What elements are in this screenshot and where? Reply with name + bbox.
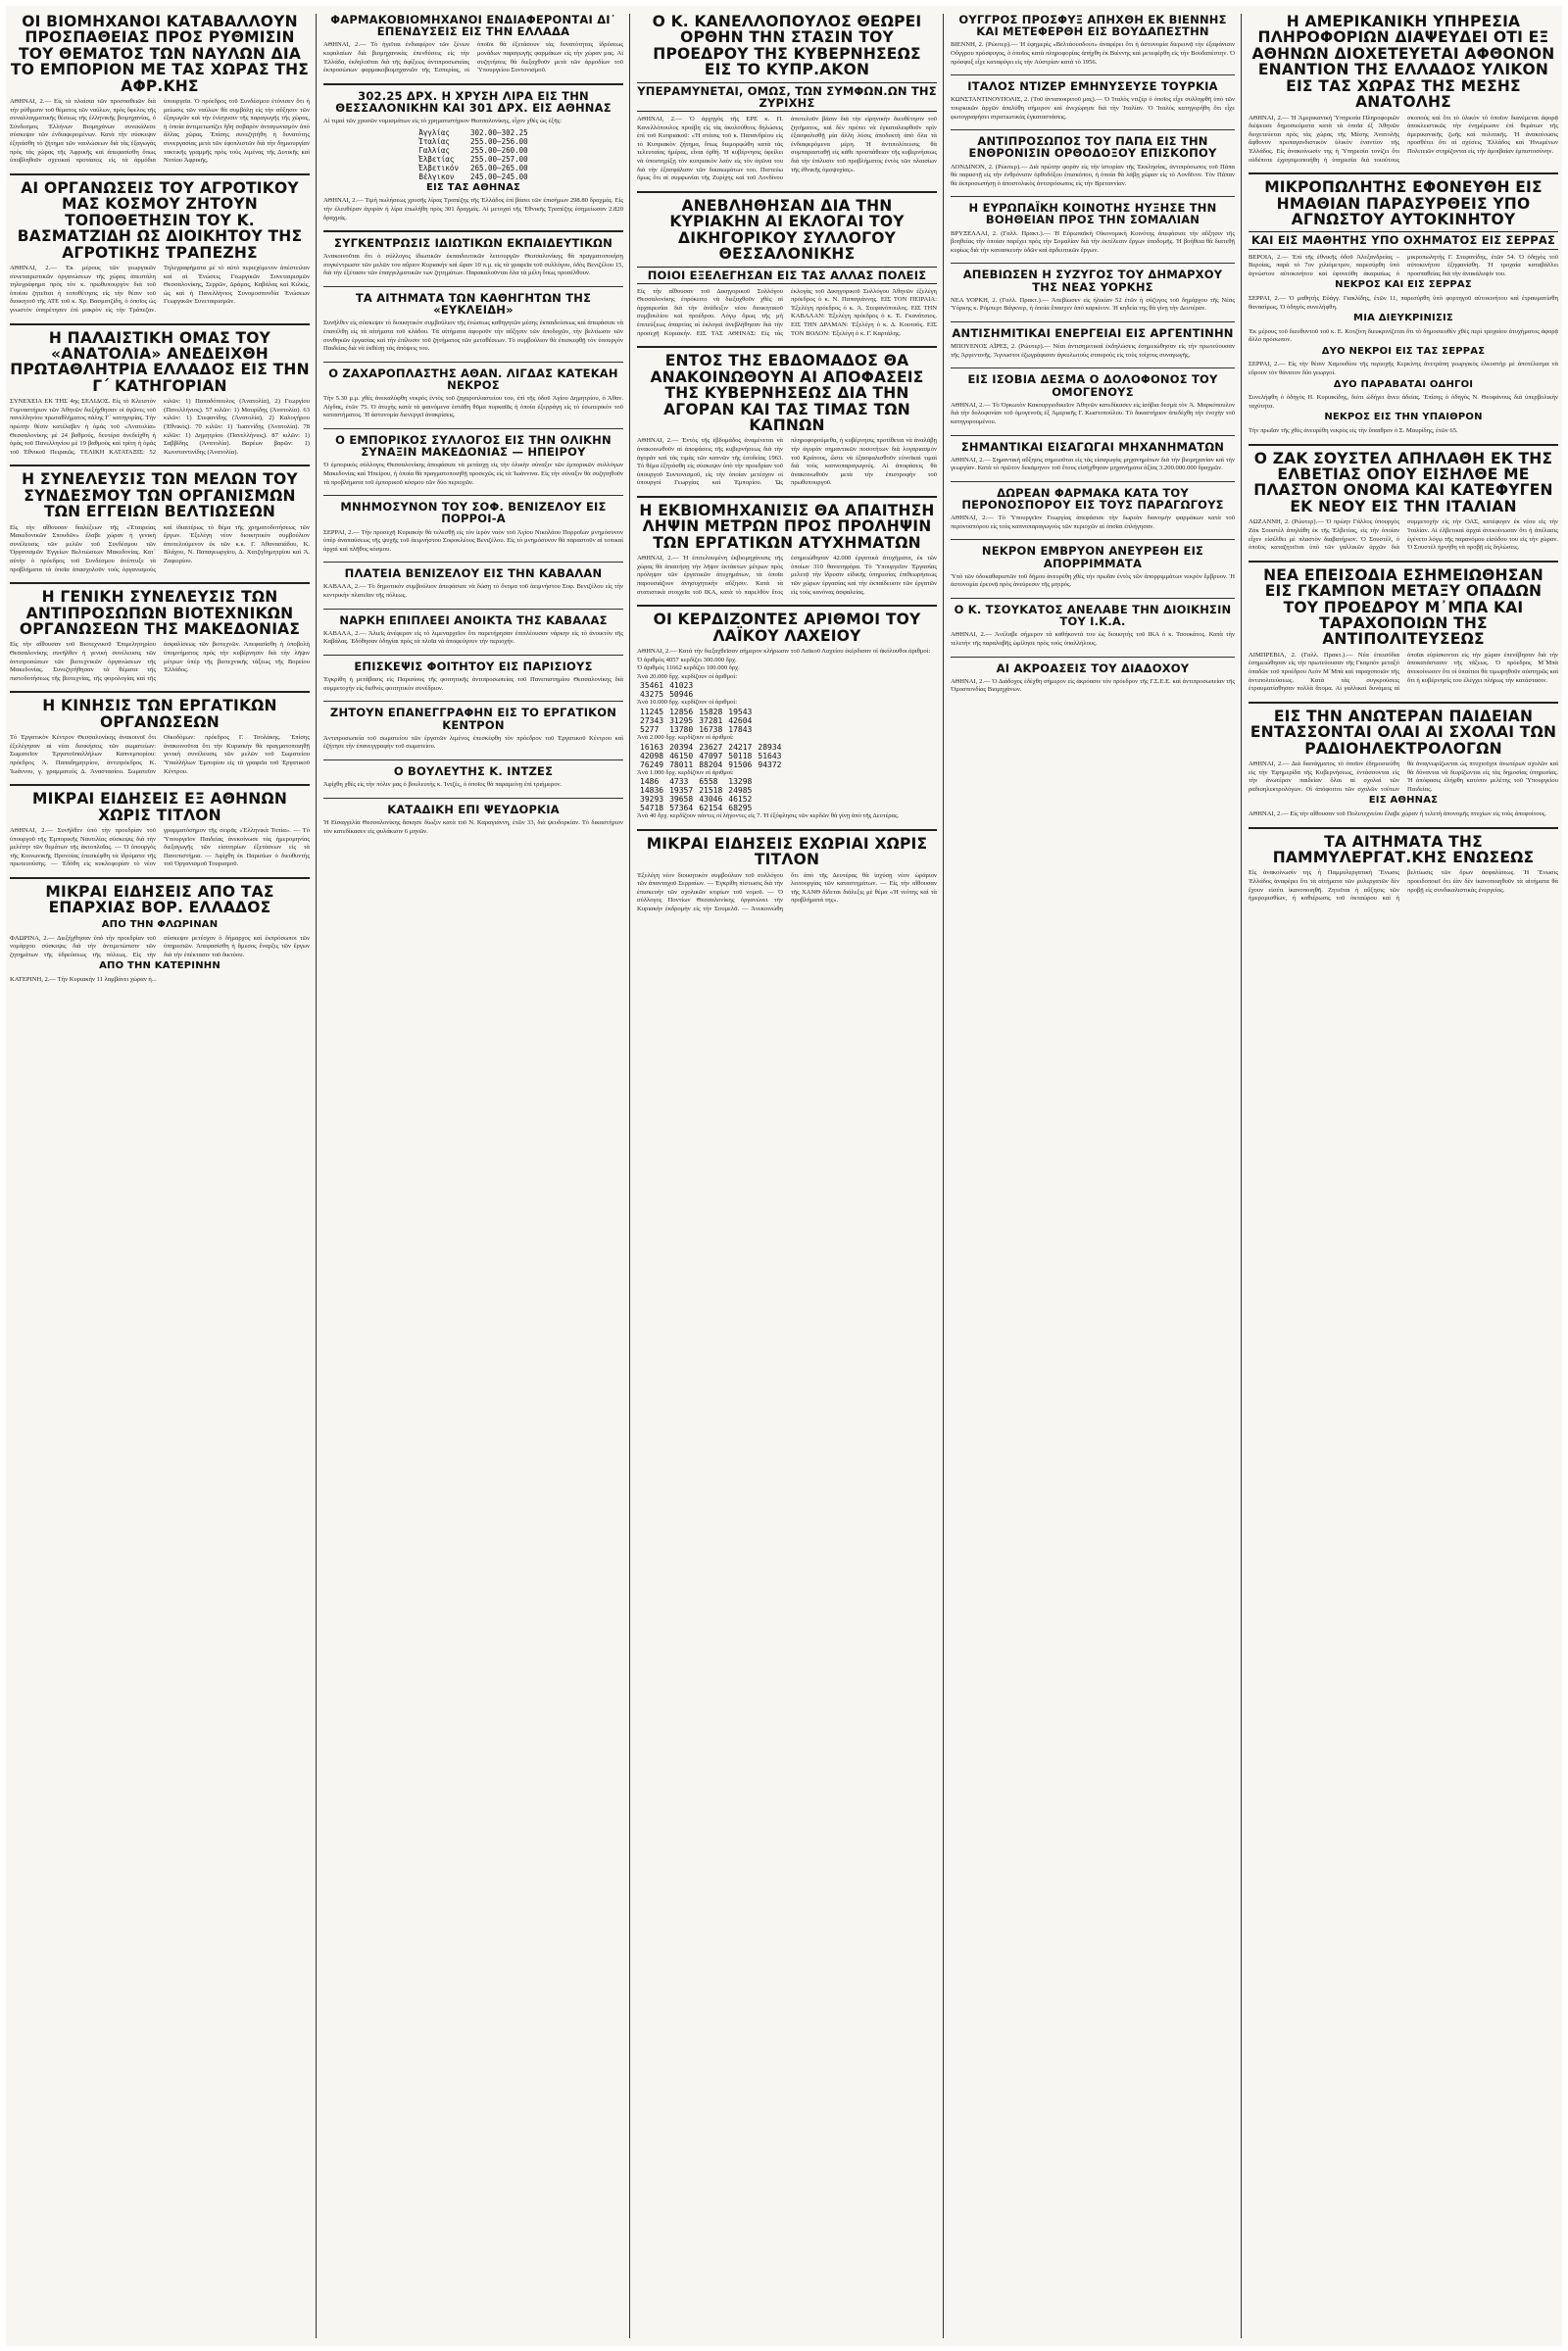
- prize-line: Ἀνὰ 40 δρχ. κερδίζουν πάντες οἱ λήγοντες εἰς 7. Ἡ ἐξόφλησις τῶν κερδῶν θὰ γίνῃ ἀπὸ τῆς Δευτέρας.: [637, 812, 900, 820]
- column-rule: [316, 14, 317, 2338]
- prize-line: Ἀνὰ 1.000 δρχ. κερδίζουν οἱ ἀριθμοί:: [637, 768, 734, 776]
- column-rule: [1241, 14, 1242, 2338]
- price-row: [413, 146, 533, 155]
- deck: ΚΑΙ ΕΙΣ ΜΑΘΗΤΗΣ ΥΠΟ ΟΧΗΜΑΤΟΣ ΕΙΣ ΣΕΡΡΑΣ: [1249, 231, 1558, 249]
- article: [10, 180, 310, 316]
- article-body: ΒΙΕΝΝΗ, 2. (Ρώυτερ).— Ἡ ἐφημερὶς «Βελτάουσδουτ» ἀναφέρει ὅτι ἡ ἀστυνομία διερευνᾷ τὴν ἐξαφάνισιν Οὔγγρου πρόσφυγος, ὁ ὁποῖος κατὰ πληροφορίας ἀπήχθη ἐκ Βιέννης καὶ μετεφέρθη εἰς τὴν Βουδαπέστην. Ὁ πρόσφυξ εἶχε καταφύγει εἰς τὴν Αὐστρίαν κατὰ τὸ 1956.: [951, 41, 1235, 66]
- article: [951, 202, 1235, 255]
- headline: ΕΙΣ ΙΣΟΒΙΑ ΔΕΣΜΑ Ο ΔΟΛΟΦΟΝΟΣ ΤΟΥ ΟΜΟΓΕΝΟΥΣ: [967, 372, 1218, 399]
- coin-price: 255.00—257.00: [469, 154, 528, 164]
- article-body: ΑΘΗΝΑΙ, 2.— Εἰς τὴν αἴθουσαν τοῦ Πολυτεχνείου ἔλαβε χώραν ἡ τελετὴ ἀπονομῆς πτυχίων εἰς τοὺς ἀποφοίτους.: [1249, 810, 1547, 818]
- article: [951, 441, 1235, 473]
- gold-prices-table: [413, 128, 533, 181]
- headline: Η ΑΜΕΡΙΚΑΝΙΚΗ ΥΠΗΡΕΣΙΑ ΠΛΗΡΟΦΟΡΙΩΝ ΔΙΑΨΕΥΔΕΙ ΟΤΙ ΕΞ ΑΘΗΝΩΝ ΔΙΟΧΕΤΕΥΕΤΑΙ ΑΦΘΟΝΟΝ ΕΝΑΝΤΙΟΝ ΤΗΣ ΕΛΛΑΔΟΣ ΥΛΙΚΟΝ ΕΙΣ ΤΑΣ ΧΩΡΑΣ ΤΗΣ ΜΕΣΗΣ ΑΝΑΤΟΛΗΣ: [1251, 13, 1555, 112]
- lottery-number: 12856: [669, 707, 694, 716]
- article: [951, 604, 1235, 649]
- prize-line: Ἀνὰ 10.000 δρχ. κερδίζουν οἱ ἀριθμοί:: [637, 699, 738, 707]
- article: [951, 487, 1235, 532]
- lottery-row: [637, 743, 784, 752]
- deck: ΠΟΙΟΙ ΕΞΕΛΕΓΗΣΑΝ ΕΙΣ ΤΑΣ ΑΛΛΑΣ ΠΟΛΕΙΣ: [637, 267, 937, 284]
- headline: Η ΓΕΝΙΚΗ ΣΥΝΕΛΕΥΣΙΣ ΤΩΝ ΑΝΤΙΠΡΟΣΩΠΩΝ ΒΙΟΤΕΧΝΙΚΩΝ ΟΡΓΑΝΩΣΕΩΝ ΤΗΣ ΜΑΚΕΔΟΝΙΑΣ: [19, 588, 301, 639]
- coin-name: Γαλλίας: [418, 145, 450, 155]
- headline: ΟΥΓΓΡΟΣ ΠΡΟΣΦΥΞ ΑΠΗΧΘΗ ΕΚ ΒΙΕΝΝΗΣ ΚΑΙ ΜΕΤΕΦΕΡΘΗ ΕΙΣ ΒΟΥΔΑΠΕΣΤΗΝ: [958, 13, 1227, 39]
- lottery-number: 47097: [699, 751, 723, 760]
- article-body: ΣΕΡΡΑΙ, 2.— Ὁ μαθητὴς Εὐάγγ. Γιακλίδης, ἐτῶν 11, παρεσύρθη ὑπὸ φορτηγοῦ αὐτοκινήτου καὶ ἐτραυματίσθη θανασίμως. Ὁ ὁδηγὸς συνελήφθη.: [1249, 294, 1558, 311]
- article: [951, 327, 1235, 360]
- headline: ΝΕΚΡΟΝ ΕΜΒΡΥΟΝ ΑΝΕΥΡΕΘΗ ΕΙΣ ΑΠΟΡΡΙΜΜΑΤΑ: [981, 544, 1204, 570]
- newspaper-page: [6, 6, 1562, 2346]
- article: [637, 198, 937, 338]
- article-body: ΚΩΝΣΤΑΝΤΙΝΟΥΠΟΛΙΣ, 2. (Τοῦ ἀνταποκριτοῦ μας).— Ὁ Ἰταλὸς ντιζὲρ ὁ ὁποῖος εἶχε συλληφθῆ ὑπὸ τῶν τουρκικῶν ἀρχῶν ἀπελύθη σήμερον καὶ ἀνεχώρησε διὰ τὴν Ἰταλίαν. Ὁ Ἰταλὸς κατηγορήθη ὅτι εἶχε φωτογραφήσει στρατιωτικὰς ἐγκαταστάσεις.: [951, 96, 1235, 121]
- prize-line: Ἀνὰ 20.000 δρχ. κερδίζουν οἱ ἀριθμοί:: [637, 672, 738, 680]
- article-body: Συνῆλθεν εἰς σύσκεψιν τὸ διοικητικὸν συμβούλιον τῆς ἑνώσεως καθηγητῶν μέσης ἐκπαιδεύσεως καὶ ἀπεφάσισε νὰ ἐπανέλθῃ εἰς τὰ αἰτήματα τοῦ κλάδου. Τὰ αἰτήματα ἀφοροῦν τὴν αὔξησιν τῶν ἀποδοχῶν, τὴν βελτίωσιν τῶν συνθηκῶν ἐργασίας καὶ τὴν ἐπίλυσιν τοῦ ζητήματος τῶν μεταθέσεων. Τὸ συμβούλιον θὰ ἐπισκεφθῇ τὸν ὑπουργὸν Παιδείας διὰ νὰ ἐκθέσῃ τὰς ἀπόψεις του.: [323, 319, 623, 353]
- article-body: ΑΘΗΝΑΙ, 2.— Τὸ ἡγεῖται ἐνδιαφέρον τῶν ξένων κεφαλαίων διὰ βιομηχανικὰς ἐπενδύσεις εἰς τὴν Ἑλλάδα, ἐκδηλοῦται διὰ τῆς ἀφίξεως ἀντιπροσωπείας ἐκπροσώπων φαρμακοβιομηχανιῶν τῆς Ἑσπερίας, οἱ ὁποῖοι θὰ ἐξετάσουν τὰς δυνατότητας ἱδρύσεως μονάδων παραγωγῆς φαρμάκων εἰς τὴν χώραν μας. Αἱ συζητήσεις θὰ διεξαχθοῦν μετὰ τῶν ἁρμοδίων τοῦ Ὑπουργείου Συντονισμοῦ.: [323, 41, 623, 74]
- headline: ΔΩΡΕΑΝ ΦΑΡΜΑΚΑ ΚΑΤΑ ΤΟΥ ΠΕΡΟΝΟΣΠΟΡΟΥ ΕΙΣ ΤΟΥΣ ΠΑΡΑΓΩΓΟΥΣ: [961, 485, 1224, 513]
- lottery-number: 51643: [758, 751, 782, 760]
- article-body: Ὁ ἐμπορικὸς σύλλογος Θεσσαλονίκης ἀποφάσισε νὰ μετάσχῃ εἰς τὴν ὁλικὴν σύναξιν τῶν ἐμπορικῶν συλλόγων Μακεδονίας καὶ Ἠπείρου, ἡ ὁποία θὰ πραγματοποιηθῇ προσεχῶς εἰς τὰ Ἰωάννινα. Εἰς τὴν σύναξιν θὰ συζητηθοῦν τὰ προβλήματα τοῦ ἐμπορικοῦ κόσμου τῶν δύο περιοχῶν.: [323, 462, 623, 486]
- article-body: ΒΡΥΞΕΛΛΑΙ, 2. (Γαλλ. Πρακτ.).— Ἡ Εὐρωπαϊκὴ Οἰκονομικὴ Κοινότης ἀπεφάσισε τὴν αὔξησιν τῆς βοηθείας τὴν ὁποίαν παρέχει πρὸς τὴν Σομαλίαν διὰ τὴν ἐκτέλεσιν ἔργων ὑποδομῆς. Ἡ βοήθεια θὰ διατεθῇ κυρίως διὰ τὴν κατασκευὴν ὁδῶν καὶ ἀρδευτικῶν ἔργων.: [951, 229, 1235, 254]
- article: [1249, 451, 1558, 553]
- lottery-row: [637, 690, 696, 699]
- headline: ΕΠΙΣΚΕΨΙΣ ΦΟΙΤΗΤΟΥ ΕΙΣ ΠΑΡΙΣΙΟΥΣ: [354, 660, 593, 674]
- article-body: Τὸ Ἐργατικὸν Κέντρον Θεσσαλονίκης ἀνακοινοῖ ὅτι ἐξελέγησαν αἱ νέαι διοικήσεις τῶν σωματείων: Σωματεῖον Ἐργατοϋπαλλήλων Καπνεμπορίου: πρόεδρος Ἀ. Παπαδημητρίου, ἀντιπρόεδρος Κ. Ἰωάννου, γ. γραμματεὺς Δ. Ἀναστασίου. Σωματεῖον Οἰκοδόμων: πρόεδρος Γ. Τσολάκης. Ἐπίσης ἀνακοινοῦται ὅτι τὴν Κυριακὴν θὰ πραγματοποιηθῇ γενικὴ συνέλευσις τῶν μελῶν τοῦ Σωματείου Ὑπαλλήλων Ἐμπορίου εἰς τὰ γραφεῖα τοῦ Ἐργατικοῦ Κέντρου.: [10, 734, 310, 775]
- headline: Η ΠΑΛΑΙΣΤΙΚΗ ΟΜΑΣ ΤΟΥ «ΑΝΑΤΟΛΙΑ» ΑΝΕΔΕΙΧΘΗ ΠΡΩΤΑΘΛΗΤΡΙΑ ΕΛΛΑΔΟΣ ΕΙΣ ΤΗΝ Γ΄ ΚΑΤΗΓΟΡΙΑΝ: [10, 328, 310, 395]
- article-body: ΑΘΗΝΑΙ, 2.— Σημαντικὴ αὔξησις σημειοῦται εἰς τὰς εἰσαγωγὰς μηχανημάτων διὰ τὴν βιομηχανίαν καὶ τὴν γεωργίαν. Κατὰ τὸ πρῶτον δεκάμηνον τοῦ ἔτους εἰσήχθησαν μηχανήματα ἀξίας 3.200.000.000 δραχμῶν.: [951, 456, 1235, 472]
- article: [10, 791, 310, 869]
- article: [323, 804, 623, 836]
- coin-price: 255.00—260.00: [469, 145, 528, 155]
- lottery-number: 76249: [640, 759, 664, 769]
- lottery-number: 88204: [699, 759, 723, 769]
- article-body: Ὑπὸ τῶν ὀδοκαθαριστῶν τοῦ δήμου ἀνευρέθη χθὲς τὴν πρωΐαν ἐντὸς τῶν ἀπορριμμάτων νεκρὸν ἔμβρυον. Ἡ ἀστυνομία ἐρευνᾷ πρὸς ἀνεύρεσιν τῆς μητρός.: [951, 572, 1235, 589]
- article-body: ΜΠΟΥΕΝΟΣ ΑΪΡΕΣ, 2. (Ρώυτερ).— Νέαι ἀντισημιτικαὶ ἐκδηλώσεις ἐσημειώθησαν εἰς τὴν πρωτεύουσαν τῆς Ἀργεντινῆς. Ἄγνωστοι ἐζωγράφισαν ἀγκυλωτοὺς σταυροὺς εἰς τοὺς τοίχους συναγωγῆς.: [951, 343, 1235, 359]
- headline: ΝΕΑ ΕΠΕΙΣΟΔΙΑ ΕΣΗΜΕΙΩΘΗΣΑΝ ΕΙΣ ΓΚΑΜΠΟΝ ΜΕΤΑΞΥ ΟΠΑΔΩΝ ΤΟΥ ΠΡΟΕΔΡΟΥ Μ᾽ΜΠΑ ΚΑΙ ΤΑΡΑΧΟΠΟΙΩΝ ΤΗΣ ΑΝΤΙΠΟΛΙΤΕΥΣΕΩΣ: [1263, 565, 1544, 649]
- lottery-number: 1486: [640, 777, 660, 787]
- price-row: [413, 137, 533, 146]
- headline: ΑΝΕΒΛΗΘΗΣΑΝ ΔΙΑ ΤΗΝ ΚΥΡΙΑΚΗΝ ΑΙ ΕΚΛΟΓΑΙ ΤΟΥ ΔΙΚΗΓΟΡΙΚΟΥ ΣΥΛΛΟΓΟΥ ΘΕΣΣΑΛΟΝΙΚΗΣ: [669, 196, 905, 264]
- article-body: ΑΘΗΝΑΙ, 2.— Ἐντὸς τῆς ἑβδομάδος ἀναμένεται νὰ ἀνακοινωθοῦν αἱ ἀποφάσεις τῆς κυβερνήσεως διὰ τὴν ἀγορὰν καὶ τὰς τιμὰς τῶν καπνῶν τῆς ἐσοδείας 1963. Τὸ θέμα ἐξητάσθη εἰς σύσκεψιν ὑπὸ τὴν προεδρίαν τοῦ ὑπουργοῦ Συντονισμοῦ, εἰς τὴν ὁποίαν μετέσχον οἱ ὑπουργοὶ Γεωργίας καὶ Ἐμπορίου. Ὡς πληροφορούμεθα, ἡ κυβέρνησις προτίθεται νὰ ἀναλάβῃ τὴν ἀγορὰν σημαντικῶν ποσοτήτων διὰ λογαριασμὸν τοῦ Κράτους, ὥστε νὰ ἐξασφαλισθοῦν εὐνοϊκαὶ τιμαὶ διὰ τοὺς καπνοπαραγωγούς. Αἱ ἀποφάσεις θὰ ἀνακοινωθοῦν μετὰ τὴν ἐπιστροφὴν τοῦ πρωθυπουργοῦ.: [637, 437, 937, 487]
- headline: Ο Κ. ΤΣΟΥΚΑΤΟΣ ΑΝΕΛΑΒΕ ΤΗΝ ΔΙΟΙΚΗΣΙΝ ΤΟΥ Ι.Κ.Α.: [954, 603, 1232, 629]
- lottery-row: [637, 708, 755, 716]
- article: [637, 14, 937, 183]
- lottery-number: 37281: [699, 715, 723, 725]
- article: [323, 434, 623, 487]
- column-rule: [943, 14, 944, 2338]
- lottery-number: 41023: [669, 681, 694, 691]
- article: [951, 373, 1235, 426]
- lottery-row: [637, 777, 755, 786]
- article-body: Ἀνακοινοῦται ὅτι ὁ σύλλογος ἰδιωτικῶν ἐκπαιδευτικῶν λειτουργῶν Θεσσαλονίκης θὰ πραγματοποιήσῃ συγκέντρωσιν τῶν μελῶν του αὔριον Κυριακὴν καὶ ὥραν 10 π.μ. εἰς τὰ γραφεῖα τοῦ συλλόγου, ὁδὸς Βενιζέλου 15, διὰ τὴν ἐξέτασιν τῶν ἐπαγγελματικῶν των ζητημάτων. Παρακαλοῦνται ὅλα τὰ μέλη ὅπως προσέλθουν.: [323, 253, 623, 277]
- headline: ΤΑ ΑΙΤΗΜΑΤΑ ΤΩΝ ΚΑΘΗΓΗΤΩΝ ΤΗΣ «ΕΥΚΛΕΙΔΗ»: [355, 291, 592, 318]
- price-row: [413, 128, 533, 137]
- article: [10, 14, 310, 166]
- deck: ΥΠΕΡΑΜΥΝΕΤΑΙ, ΟΜΩΣ, ΤΩΝ ΣΥΜΦΩΝ.ΩΝ ΤΗΣ ΖΥΡΙΧΗΣ: [637, 82, 937, 112]
- lottery-number: 6558: [699, 777, 718, 787]
- headline: ΝΑΡΚΗ ΕΠΙΠΛΕΕΙ ΑΝΟΙΚΤΑ ΤΗΣ ΚΑΒΑΛΑΣ: [339, 612, 608, 627]
- prize-line: Ἀνὰ 2.000 δρχ. κερδίζουν οἱ ἀριθμοί:: [637, 733, 734, 741]
- article-body: ΑΘΗΝΑΙ, 2.— Τιμὴ πωλήσεως χρυσῆς λίρας Τραπέζης τῆς Ἑλλάδος ἐπὶ βάσει τῶν ἐπισήμων 298.80 δραχμάς. Εἰς τὴν ἐλευθέραν ἀγορὰν ἡ λίρα ἐπωλήθη πρὸς 301 δραχμάς. Αἱ μετοχαὶ τῆς Ἐθνικῆς Τραπέζης ἐσημείωσαν 2.820 δραχμάς.: [323, 197, 623, 221]
- headline: ΦΑΡΜΑΚΟΒΙΟΜΗΧΑΝΟΙ ΕΝΔΙΑΦΕΡΟΝΤΑΙ ΔΙ᾽ ΕΠΕΝΔΥΣΕΙΣ ΕΙΣ ΤΗΝ ΕΛΛΑΔΑ: [330, 13, 616, 39]
- subheading: ΑΠΟ ΤΗΝ ΚΑΤΕΡΙΝΗΝ: [99, 960, 220, 972]
- lottery-row: [637, 681, 696, 690]
- article: [637, 503, 937, 597]
- lottery-number: 23627: [699, 742, 723, 752]
- headline: Ο Κ. ΚΑΝΕΛΛΟΠΟΥΛΟΣ ΘΕΩΡΕΙ ΟΡΘΗΝ ΤΗΝ ΣΤΑΣΙΝ ΤΟΥ ΠΡΟΕΔΡΟΥ ΤΗΣ ΚΥΒΕΡΝΗΣΕΩΣ ΕΙΣ ΤΟ ΚΥΠΡ.ΑΚΟΝ: [652, 13, 922, 79]
- article: [1249, 709, 1558, 819]
- article: [323, 292, 623, 354]
- article-body: ΚΑΤΕΡΙΝΗ, 2.— Τὴν Κυριακὴν 11 λαμβάνει χώραν ἡ...: [10, 975, 157, 983]
- article-body: Συνελήφθη ὁ ὁδηγὸς Η. Κυριακίδης, διότι ὡδήγει ἄνευ ἀδείας. Ἐπίσης ὁ ὁδηγὸς Ν. Θεοφάνους διὰ ὑπερβολικὴν ταχύτητα.: [1249, 394, 1558, 410]
- article: [10, 330, 310, 458]
- coin-name: Ἐλβετικόν: [418, 163, 459, 172]
- headline: ΜΙΚΡΑΙ ΕΙΔΗΣΕΙΣ ΕΧΩΡΙΑΙ ΧΩΡΙΣ ΤΙΤΛΟΝ: [646, 834, 928, 869]
- article: [323, 567, 623, 600]
- column-3: [637, 12, 937, 2340]
- headline: Η ΣΥΝΕΛΕΥΣΙΣ ΤΩΝ ΜΕΛΩΝ ΤΟΥ ΣΥΝΔΕΣΜΟΥ ΤΩΝ ΟΡΓΑΝΙΣΜΩΝ ΤΩΝ ΕΓΓΕΙΩΝ ΒΕΛΤΙΩΣΕΩΝ: [22, 470, 298, 521]
- headline: ΚΑΤΑΔΙΚΗ ΕΠΙ ΨΕΥΔΟΡΚΙΑ: [387, 802, 560, 816]
- article-body: ΑΘΗΝΑΙ, 2.— Ἀνέλαβε σήμερον τὰ καθήκοντά του ὡς διοικητὴς τοῦ ΙΚΑ ὁ κ. Τσουκάτος. Κατὰ τὴν τελετὴν τῆς παραλαβῆς ὡμίλησε πρὸς τοὺς ὑπαλλήλους.: [951, 631, 1235, 647]
- article-body: ΑΘΗΝΑΙ, 2.— Κατὰ τὴν διεξαχθεῖσαν σήμερον κλήρωσιν τοῦ Λαϊκοῦ Λαχείου ἐκέρδισαν οἱ ἀκόλουθοι ἀριθμοί:: [637, 648, 931, 655]
- article-body: ΣΥΝΕΧΕΙΑ ΕΚ ΤΗΣ 4ης ΣΕΛΙΔΟΣ. Εἰς τὸ Κλειστὸν Γυμναστήριον τῶν Ἀθηνῶν διεξήχθησαν οἱ ἀγῶνες τοῦ πανελληνίου πρωταθλήματος πάλης Γ΄ κατηγορίας. Τὴν πρώτην θέσιν κατέλαβεν ἡ ὁμὰς τοῦ «Ἀνατολία» Θεσσαλονίκης μὲ 24 βαθμούς, δευτέρα ἀνεδείχθη ἡ ὁμὰς τοῦ Πανελληνίου μὲ 19 βαθμοὺς καὶ τρίτη ἡ ὁμὰς τοῦ Ἐθνικοῦ Πειραιῶς. ΤΕΛΙΚΗ ΚΑΤΑΤΑΞΙΣ: 52 κιλῶν: 1) Παπαδόπουλος (Ἀνατολία), 2) Γεωργίου (Πανελλήνιος). 57 κιλῶν: 1) Μαυρίδης (Ἀνατολία). 63 κιλῶν: 1) Στεφανίδης (Ἀνατολία), 2) Καλογήρου (Ἐθνικός). 70 κιλῶν: 1) Ἰωαννίδης (Ἀνατολία). 78 κιλῶν: 1) Δημητρίου (Πανελλήνιος). 87 κιλῶν: 1) Σαββίδης (Ἀνατολία). Βαρέων βαρῶν: 1) Κωνσταντινίδης (Ἀνατολία).: [10, 398, 310, 456]
- article: [323, 614, 623, 647]
- coin-price: 265.00—265.00: [469, 163, 528, 172]
- coin-name: Βέλγικον: [418, 171, 455, 181]
- headline: Ο ΒΟΥΛΕΥΤΗΣ Κ. ΙΝΤΖΕΣ: [393, 763, 554, 778]
- article-body: ΦΛΩΡΙΝΑ, 2.— Διεξήχθησαν ὑπὸ τὴν προεδρίαν τοῦ νομάρχου σύσκεψις διὰ τὴν ἀντιμετώπισιν τῶν ζητημάτων τῆς ὑδρεύσεως τῆς πόλεως. Εἰς τὴν σύσκεψιν μετέσχον ὁ δήμαρχος καὶ ἐκπρόσωποι τῶν ὑπηρεσιῶν. Ἀπεφασίσθη ἡ ἄμεσος ἔναρξις τῶν ἔργων διὰ τὴν ἐπέκτασιν τοῦ δικτύου.: [10, 934, 310, 958]
- article-body: ΛΩΖΑΝΝΗ, 2. (Ρώυτερ).— Ὁ πρώην Γάλλος ὑπουργὸς Ζὰκ Σουστὲλ ἀπηλάθη ἐκ τῆς Ἑλβετίας, εἰς τὴν ὁποίαν εἶχεν εἰσέλθει μὲ πλαστὸν διαβατήριον. Ὁ Σουστὲλ, ὁ ὁποῖος καταζητεῖται ὑπὸ τῶν γαλλικῶν ἀρχῶν διὰ συμμετοχὴν εἰς τὴν ΟΑΣ, κατέφυγεν ἐκ νέου εἰς τὴν Ἰταλίαν. Αἱ ἑλβετικαὶ ἀρχαὶ ἀνεκοίνωσαν ὅτι ἡ ἀπέλασις ἐγένετο λόγῳ τῆς παρανόμου εἰσόδου του εἰς τὴν χώραν. Ὁ Σουστὲλ ἠρνήθη νὰ προβῇ εἰς δηλώσεις.: [1249, 518, 1558, 552]
- lottery-row: [637, 716, 755, 725]
- headline: ΜΝΗΜΟΣΥΝΟΝ ΤΟΥ ΣΟΦ. ΒΕΝΙΖΕΛΟΥ ΕΙΣ ΠΟΡΡΟΙ-Α: [340, 500, 607, 526]
- article-body: Τὴν 5.30 μ.μ. χθὲς ἀνεκαλύφθη νεκρὸς ἐντὸς τοῦ ζαχαροπλαστείου του, ἐπὶ τῆς ὁδοῦ Ἀγίου Δημητρίου, ὁ Ἀθαν. Λίγδας, ἐτῶν 75. Ὁ ἀτυχὴς κατὰ τὰ φαινόμενα ἐστάθη θῦμα πυρκαϊᾶς ἡ ὁποία ἐξερράγη εἰς τὸ ἐσωτερικὸν τοῦ καταστήματος. Ἡ ἀστυνομία διενεργεῖ ἀνακρίσεις.: [323, 395, 623, 419]
- lottery-number: 24985: [728, 786, 753, 796]
- article-body: Εἰς ἀνακοίνωσίν της ἡ Παμμυλεργατικὴ Ἕνωσις Ἑλλάδος ἀναφέρει ὅτι τὰ αἰτήματα τῶν μυλεργατῶν δὲν ἔχουν εἰσέτι ἱκανοποιηθῆ. Ζητεῖται ἡ αὔξησις τῶν ἡμερομισθίων, ἡ καθιέρωσις τοῦ ὀκταώρου καὶ ἡ βελτίωσις τῶν ὅρων ἀσφαλίσεως. Ἡ Ἕνωσις προειδοποιεῖ ὅτι ἐὰν δὲν ἱκανοποιηθοῦν τὰ αἰτήματα θὰ προβῇ εἰς συνδικαλιστικὰς ἐνεργείας.: [1249, 869, 1558, 903]
- price-row: [413, 172, 533, 181]
- subheading: ΕΙΣ ΑΘΗΝΑΣ: [1368, 795, 1439, 807]
- headline: ΜΙΚΡΟΠΩΛΗΤΗΣ ΕΦΟΝΕΥΘΗ ΕΙΣ ΗΜΑΘΙΑΝ ΠΑΡΑΣΥΡΘΕΙΣ ΥΠΟ ΑΓΝΩΣΤΟΥ ΑΥΤΟΚΙΝΗΤΟΥ: [1264, 178, 1543, 228]
- subheading: ΜΙΑ ΔΙΕΥΚΡΙΝΙΣΙΣ: [1353, 313, 1453, 324]
- article: [323, 765, 623, 790]
- article: [951, 80, 1235, 122]
- lottery-number: 21518: [699, 786, 723, 796]
- article-body: ΑΘΗΝΑΙ, 2.— Ἡ ἐπιτελουμένη ἐκβιομηχάνισις τῆς χώρας θὰ ἀπαιτήσῃ τὴν λῆψιν ἐκτάκτων μέτρων πρὸς πρόληψιν τῶν ἐργατικῶν ἀτυχημάτων, τὰ ὁποῖα παρουσιάζουν ἀνησυχητικὴν αὔξησιν. Κατὰ τὰ στατιστικὰ στοιχεῖα τοῦ ΙΚΑ, κατὰ τὸ παρελθὸν ἔτος ἐσημειώθησαν 42.000 ἐργατικὰ ἀτυχήματα, ἐκ τῶν ὁποίων 310 θανατηφόρα. Τὸ Ὑπουργεῖον Ἐργασίας μελετᾷ τὴν ἵδρυσιν εἰδικῆς ὑπηρεσίας ἐπιθεωρήσεως τῶν χώρων ἐργασίας καὶ τὴν ἐκπαίδευσιν τῶν ἐργατῶν εἰς τοὺς κανόνας ἀσφαλείας.: [637, 555, 937, 596]
- lottery-number: 15828: [699, 707, 723, 716]
- article-body: ΑΘΗΝΑΙ, 2.— Συνῆλθεν ὑπὸ τὴν προεδρίαν τοῦ ὑπουργοῦ τῆς Ἐμπορικῆς Ναυτιλίας σύσκεψις διὰ τὴν μελέτην τῶν θεμάτων τῆς ἀκτοπλοΐας. — Ὁ ὑπουργὸς τῆς Κοινωνικῆς Προνοίας ἐπεσκέφθη τὰ ἱδρύματα τῆς πρωτευούσης. — Ἐδόθη εἰς κυκλοφορίαν τὸ νέον γραμματόσημον τῆς σειρᾶς «Ἑλληνικὰ Τοπία». — Τὸ Ὑπουργεῖον Παιδείας ἀνεκοίνωσε τὰς ἡμερομηνίας διεξαγωγῆς τῶν εἰσιτηρίων ἐξετάσεων εἰς τὰ Πανεπιστήμια. — Ἀφίχθη ἐκ Παρισίων ὁ διευθυντὴς τοῦ Ὀργανισμοῦ Τουρισμοῦ.: [10, 827, 310, 868]
- prize-line: Ὁ ἀριθμὸς 4057 κερδίζει 300.000 δρχ.: [637, 656, 737, 663]
- lottery-number: 50118: [728, 751, 753, 760]
- article: [10, 698, 310, 776]
- lottery-number: 20394: [669, 742, 694, 752]
- article: [10, 471, 310, 574]
- article-body: Εἰς τὴν αἴθουσαν διαλέξεων τῆς «Ἑταιρείας Μακεδονικῶν Σπουδῶν» ἔλαβε χώραν ἡ γενικὴ συνέλευσις τῶν μελῶν τοῦ Συνδέσμου τῶν Ὀργανισμῶν Ἐγγείων Βελτιώσεων Μακεδονίας. Κατ᾽ αὐτὴν ὁ πρόεδρος τοῦ Συνδέσμου ἀνέπτυξε τὰ προβλήματα τὰ ὁποῖα ἀπασχολοῦν τοὺς ὀργανισμοὺς καὶ ἰδιαιτέρως τὸ θέμα τῆς χρηματοδοτήσεως τῶν ἔργων. Ἐξελέγη νέον διοικητικὸν συμβούλιον ἀποτελούμενον ἐκ τῶν κ.κ. Γ. Ἀθανασιάδου, Κ. Βλάχου, Ν. Παπαγεωργίου, Δ. Χατζηδημητρίου καὶ Ἀ. Ζαφειρίου.: [10, 523, 310, 573]
- lottery-number: 35461: [640, 681, 664, 691]
- lottery-row: [637, 786, 755, 795]
- article-body: ΛΙΜΠΡΕΒΙΛ, 2. (Γαλλ. Πρακτ.).— Νέα ἐπεισόδια ἐσημειώθησαν εἰς τὴν πρωτεύουσαν τῆς Γκαμπὸν μεταξὺ ὀπαδῶν τοῦ προέδρου Λεὸν Μ᾽Μπὰ καὶ ταραχοποιῶν τῆς ἀντιπολιτεύσεως. Κατὰ τὰς συγκρούσεις ἐτραυματίσθησαν πολλὰ ἄτομα. Αἱ γαλλικαὶ δυνάμεις αἱ ὁποῖαι εὑρίσκονται εἰς τὴν χώραν ἐπενέβησαν διὰ τὴν ἀποκατάστασιν τῆς τάξεως. Ὁ πρόεδρος Μ᾽Μπὰ ἀνεκοίνωσεν ὅτι οἱ ὑπαίτιοι θὰ τιμωρηθοῦν αὐστηρῶς καὶ ὅτι ἡ κυβέρνησίς του ἐλέγχει πλήρως τὴν κατάστασιν.: [1249, 651, 1558, 693]
- lottery-number: 16738: [699, 724, 723, 734]
- column-1: [10, 12, 310, 2340]
- lottery-number: 39658: [669, 795, 694, 805]
- article-body: Ἡ Εἰσαγγελία Θεσσαλονίκης ἄσκησε δίωξιν κατὰ τοῦ Ν. Καραγιάννη, ἐτῶν 33, διὰ ψευδορκίαν. Τὸ δικαστήριον τὸν κατεδίκασεν εἰς φυλάκισιν 6 μηνῶν.: [323, 818, 623, 835]
- headline: ΕΙΣ ΤΗΝ ΑΝΩΤΕΡΑΝ ΠΑΙΔΕΙΑΝ ΕΝΤΑΣΣΟΝΤΑΙ ΟΛΑΙ ΑΙ ΣΧΟΛΑΙ ΤΩΝ ΡΑΔΙΟΗΛΕΚΤΡΟΛΟΓΩΝ: [1250, 707, 1557, 758]
- headline: ΑΠΕΒΙΩΣΕΝ Η ΣΥΖΥΓΟΣ ΤΟΥ ΔΗΜΑΡΧΟΥ ΤΗΣ ΝΕΑΣ ΥΟΡΚΗΣ: [962, 268, 1223, 294]
- article: [951, 135, 1235, 188]
- article-body: ΝΕΑ ΥΟΡΚΗ, 2. (Γαλλ. Πρακτ.).— Ἀπεβίωσεν εἰς ἡλικίαν 52 ἐτῶν ἡ σύζυγος τοῦ δημάρχου τῆς Νέας Ὑόρκης κ. Ρόμπερτ Βάγκνερ, ἡ ὁποία ἔπασχεν ἀπὸ καρκίνον. Ἡ κηδεία της θὰ γίνῃ τὴν Δευτέραν.: [951, 296, 1235, 313]
- lottery-number: 42604: [728, 715, 753, 725]
- price-row: [413, 155, 533, 164]
- lottery-numbers-table: [637, 777, 755, 812]
- headline: ΜΙΚΡΑΙ ΕΙΔΗΣΕΙΣ ΕΞ ΑΘΗΝΩΝ ΧΩΡΙΣ ΤΙΤΛΟΝ: [31, 790, 288, 824]
- lottery-number: 54718: [640, 804, 664, 813]
- lottery-number: 31295: [669, 715, 694, 725]
- lottery-number: 62154: [699, 804, 723, 813]
- headline: Ο ΖΑΚ ΣΟΥΣΤΕΛ ΑΠΗΛΑΘΗ ΕΚ ΤΗΣ ΕΛΒΕΤΙΑΣ ΟΠΟΥ ΕΙΣΗΛΘΕ ΜΕ ΠΛΑΣΤΟΝ ΟΝΟΜΑ ΚΑΙ ΚΑΤΕΦΥΓΕΝ ΕΚ ΝΕΟΥ ΕΙΣ ΤΗΝ ΙΤΑΛΙΑΝ: [1253, 449, 1553, 515]
- headline: ΣΥΓΚΕΝΤΡΩΣΙΣ ΙΔΙΩΤΙΚΩΝ ΕΚΠΑΙΔΕΥΤΙΚΩΝ: [334, 236, 612, 251]
- headline: ΑΝΤΙΠΡΟΣΩΠΟΣ ΤΟΥ ΠΑΠΑ ΕΙΣ ΤΗΝ ΕΝΘΡΟΝΙΣΙΝ ΟΡΘΟΔΟΞΟΥ ΕΠΙΣΚΟΠΟΥ: [968, 134, 1217, 161]
- article-body: Ἐξελέγη νέον διοικητικὸν συμβούλιον τοῦ συλλόγου τῶν ἀπανταχοῦ Σερραίων. — Ἐγκρίθη πίστωσις διὰ τὴν ἐπισκευὴν τῶν σχολικῶν κτιρίων τοῦ νομοῦ. — Ὁ σύλλογος Ποντίων Θεσσαλονίκης ὀργανώνει τὴν Κυριακὴν ἐκδρομὴν εἰς τὴν Σουμελᾶ. — Ἀνεκοινώθη ὅτι ἀπὸ τῆς Δευτέρας θὰ ἰσχύσῃ νέον ὡράριον λειτουργίας τῶν καταστημάτων. — Εἰς τὴν αἴθουσαν τῆς ΧΑΝΘ δίδεται διάλεξις μὲ θέμα «Ἡ νεότης καὶ τὰ προβλήματά της».: [637, 871, 937, 912]
- article-body: ΑΘΗΝΑΙ, 2.— Εἰς τὰ πλαίσια τῶν προσπαθειῶν διὰ τὴν ρύθμισιν τοῦ θέματος τῶν ναύλων, πρὸς ὄφελος τῆς συναλλαγματικῆς θέσεως τῆς ἑλληνικῆς βιομηχανίας, ὁ Σύνδεσμος Ἑλλήνων Βιομηχάνων συνεκάλεσε σύσκεψιν τῶν ἐνδιαφερομένων. Κατὰ τὴν σύσκεψιν ἐξητάσθη τὸ ζήτημα τῶν ναυλώσεων διὰ τὰς ἐξαγωγὰς πρὸς τὰς χώρας τῆς Ἀφρικῆς καὶ ἀπεφασίσθη ὅπως ὑποβληθοῦν σχετικαὶ προτάσεις εἰς τὰ ἁρμόδια ὑπουργεῖα. Ὁ πρόεδρος τοῦ Συνδέσμου ἐτόνισεν ὅτι ἡ μείωσις τῶν ναύλων θὰ συμβάλῃ εἰς τὴν αὔξησιν τῶν ἐξαγωγῶν καὶ τὴν ἐνίσχυσιν τῆς παραγωγῆς τῆς χώρας, ἡ ὁποία ἀντιμετωπίζει ἤδη σοβαρὸν ἀνταγωνισμὸν ἀπὸ ἄλλας χώρας. Ἐπίσης συνεζητήθη ἡ δυνατότης συνεργασίας μετὰ τῶν ἐφοπλιστῶν διὰ τὴν δημιουργίαν τακτικῆς γραμμῆς πρὸς τοὺς λιμένας τῆς Δυτικῆς καὶ Νοτίου Ἀφρικῆς.: [10, 98, 310, 165]
- lottery-number: 4733: [669, 777, 689, 787]
- headline: ΙΤΑΛΟΣ ΝΤΙΖΕΡ ΕΜΗΝΥΣΕΥΣΕ ΤΟΥΡΚΙΑ: [967, 79, 1218, 94]
- coin-name: Ἑλβετίας: [418, 154, 455, 164]
- article: [1249, 834, 1558, 904]
- lottery-number: 46152: [728, 795, 753, 805]
- headline: ΜΙΚΡΑΙ ΕΙΔΗΣΕΙΣ ΑΠΟ ΤΑΣ ΕΠΑΡΧΙΑΣ ΒΟΡ. ΕΛΛΑΔΟΣ: [45, 883, 274, 917]
- coin-name: Ἀγγλίας: [418, 127, 450, 137]
- lottery-number: 46150: [669, 751, 694, 760]
- article-body: ΣΕΡΡΑΙ, 2.— Τὴν προσεχῆ Κυριακὴν θὰ τελεσθῇ εἰς τὸν ἱερὸν ναὸν τοῦ Ἁγίου Νικολάου Πορροΐων μνημόσυνον ὑπὲρ ἀναπαύσεως τῆς ψυχῆς τοῦ ἀειμνήστου Σοφοκλέους Βενιζέλου. Εἰς τὸ μνημόσυνον θὰ παραστοῦν αἱ τοπικαὶ ἀρχαὶ καὶ πλῆθος κόσμου.: [323, 528, 623, 553]
- headline: ΟΙ ΒΙΟΜΗΧΑΝΟΙ ΚΑΤΑΒΑΛΛΟΥΝ ΠΡΟΣΠΑΘΕΙΑΣ ΠΡΟΣ ΡΥΘΜΙΣΙΝ ΤΟΥ ΘΕΜΑΤΟΣ ΤΩΝ ΝΑΥΛΩΝ ΔΙΑ ΤΟ ΕΜΠΟΡΙΟΝ ΜΕ ΤΑΣ ΧΩΡΑΣ ΤΗΣ ΑΦΡ.ΚΗΣ: [10, 13, 310, 95]
- headline: Η ΕΥΡΩΠΑΪΚΗ ΚΟΙΝΟΤΗΣ ΗΥΞΗΣΕ ΤΗΝ ΒΟΗΘΕΙΑΝ ΠΡΟΣ ΤΗΝ ΣΟΜΑΛΙΑΝ: [968, 201, 1217, 227]
- lottery-numbers-table: [637, 708, 755, 734]
- lottery-row: [637, 804, 755, 812]
- subheading: ΝΕΚΡΟΣ ΕΙΣ ΤΗΝ ΥΠΑΙΘΡΟΝ: [1324, 412, 1483, 423]
- article-body: ΚΑΒΑΛΑ, 2.— Ἁλιεῖς ἀνέφεραν εἰς τὸ λιμεναρχεῖον ὅτι παρετήρησαν ἐπιπλέουσαν νάρκην εἰς τὸ ἀνοικτὸν τῆς Καβάλας. Ἐδόθησαν ὁδηγίαι πρὸς τὰ πλοῖα νὰ ἀποφεύγουν τὴν περιοχήν.: [323, 629, 623, 646]
- article: [637, 836, 937, 914]
- article-body: ΑΘΗΝΑΙ, 2.— Διὰ διατάγματος τὸ ὁποῖον ἐδημοσιεύθη εἰς τὴν Ἐφημερίδα τῆς Κυβερνήσεως, ἐντάσσονται εἰς τὴν ἀνωτέραν παιδείαν ὅλαι αἱ σχολαὶ τῶν ραδιοηλεκτρολόγων. Οἱ ἀπόφοιτοι τῶν σχολῶν τούτων θὰ ἀναγνωρίζωνται ὡς πτυχιοῦχοι ἀνωτέρων σχολῶν καὶ θὰ δύνανται νὰ διορίζωνται εἰς τὰς δημοσίας ὑπηρεσίας. Ἡ ἀπόφασις ἐλήφθη κατόπιν μελέτης τοῦ Ὑπουργείου Παιδείας.: [1249, 760, 1558, 793]
- article-body: ΒΕΡΟΙΑ, 2.— Ἐπὶ τῆς ἐθνικῆς ὁδοῦ Ἀλεξανδρείας – Βεροίας, παρὰ τὸ 7ον χιλιόμετρον, παρεσύρθη ὑπὸ ἀγνώστου αὐτοκινήτου καὶ ἐφονεύθη ἀκαριαίως ὁ μικροπωλητὴς Γ. Στεφανίδης, ἐτῶν 54. Ὁ ὁδηγὸς τοῦ αὐτοκινήτου ἐξηφανίσθη. Ἡ τροχαία καταβάλλει προσπαθείας διὰ τὴν ἀνακάλυψίν του.: [1249, 253, 1558, 277]
- article-body: Ἐγκρίθη ἡ μετάβασις εἰς Παρισίους τῆς φοιτητικῆς ἀντιπροσωπείας τοῦ Πανεπιστημίου Θεσσαλονίκης διὰ συμμετοχὴν εἰς διεθνὲς φοιτητικὸν συνέδριον.: [323, 676, 623, 692]
- headline: ΟΙ ΚΕΡΔΙΖΟΝΤΕΣ ΑΡΙΘΜΟΙ ΤΟΥ ΛΑΪΚΟΥ ΛΑΧΕΙΟΥ: [653, 611, 921, 645]
- headline: ΖΗΤΟΥΝ ΕΠΑΝΕΓΓΡΑΦΗΝ ΕΙΣ ΤΟ ΕΡΓΑΤΙΚΟΝ ΚΕΝΤΡΟΝ: [329, 706, 617, 732]
- lottery-row: [637, 795, 755, 804]
- lottery-number: 17843: [728, 724, 753, 734]
- lottery-number: 27343: [640, 715, 664, 725]
- subheading: ΕΙΣ ΤΑΣ ΑΘΗΝΑΣ: [425, 181, 521, 193]
- lottery-number: 5277: [640, 724, 660, 734]
- lottery-number: 91506: [728, 759, 753, 769]
- lottery-number: 13780: [669, 724, 694, 734]
- article: [323, 367, 623, 420]
- column-5: [1249, 12, 1558, 2340]
- headline: Η ΚΙΝΗΣΙΣ ΤΩΝ ΕΡΓΑΤΙΚΩΝ ΟΡΓΑΝΩΣΕΩΝ: [42, 697, 277, 731]
- coin-name: Ἰταλίας: [418, 136, 450, 146]
- column-4: [951, 12, 1235, 2340]
- article-body: Εἰς τὴν αἴθουσαν τοῦ Δικηγορικοῦ Συλλόγου Θεσσαλονίκης ἐπρόκειτο νὰ διεξαχθοῦν χθὲς αἱ ἀρχαιρεσίαι διὰ τὴν ἀνάδειξιν νέου διοικητικοῦ συμβουλίου καὶ προέδρου. Λόγῳ ὅμως τῆς μὴ ἐπιτεύξεως ἀπαρτίας αἱ ἐκλογαὶ ἀνεβλήθησαν διὰ τὴν προσεχῆ Κυριακήν. ΕΙΣ ΤΑΣ ΑΘΗΝΑΣ: Εἰς τὰς ἐκλογὰς τοῦ Δικηγορικοῦ Συλλόγου Ἀθηνῶν ἐξελέγη πρόεδρος ὁ κ. Ν. Παπαγιάννης. ΕΙΣ ΤΟΝ ΠΕΙΡΑΙΑ: Ἐξελέγη πρόεδρος ὁ κ. Ἀ. Στεφανόπουλος. ΕΙΣ ΤΗΝ ΚΑΒΑΛΑΝ: Ἐξελέγη πρόεδρος ὁ κ. Ἐ. Γκανάτσιος. ΕΙΣ ΤΗΝ ΔΡΑΜΑΝ: Ἐξελέγη ὁ κ. Δ. Κουτσός. ΕΙΣ ΤΟΝ ΒΟΛΟΝ: Ἐξελέγη ὁ κ. Γ. Καρτάλης.: [637, 287, 937, 337]
- lottery-number: 78011: [669, 759, 694, 769]
- lottery-number: 13298: [728, 777, 753, 787]
- coin-price: 302.00—302.25: [469, 127, 528, 137]
- lottery-number: 16163: [640, 742, 664, 752]
- article: [951, 662, 1235, 695]
- lottery-row: [637, 760, 784, 769]
- lottery-number: 50946: [669, 690, 694, 700]
- coin-price: 255.00—256.00: [469, 136, 528, 146]
- article: [951, 545, 1235, 590]
- article: [1249, 567, 1558, 694]
- lottery-number: 19543: [728, 707, 753, 716]
- coin-price: 245.00—245.00: [469, 171, 528, 181]
- article-body: ΑΘΗΝΑΙ, 2.— Ἡ Ἀμερικανικὴ Ὑπηρεσία Πληροφοριῶν διέψευσε δημοσιεύματα κατὰ τὰ ὁποῖα ἐξ Ἀθηνῶν διοχετεύεται πρὸς τὰς χώρας τῆς Μέσης Ἀνατολῆς ἄφθονον προπαγανδιστικὸν ὑλικὸν ἐναντίον τῆς Ἑλλάδος. Εἰς ἀνακοίνωσίν της ἡ Ὑπηρεσία τονίζει ὅτι οὐδέποτε ἐχρησιμοποιήθη ἡ ὑπηρεσία διὰ τοιούτους σκοπούς καὶ ὅτι τὸ ὑλικὸν τὸ ὁποῖον διανέμεται ἀφορᾷ ἀποκλειστικῶς τὴν ἐνημέρωσιν ἐπὶ θεμάτων τῆς ἀμερικανικῆς ζωῆς καὶ πολιτικῆς. Ἡ ἀνακοίνωσις προσθέτει ὅτι αἱ σχέσεις Ἑλλάδος καὶ Ἡνωμένων Πολιτειῶν στηρίζονται εἰς τὴν ἀμοιβαίαν ἐμπιστοσύνην.: [1249, 114, 1558, 164]
- headline: ΑΝΤΙΣΗΜΙΤΙΚΑΙ ΕΝΕΡΓΕΙΑΙ ΕΙΣ ΑΡΓΕΝΤΙΝΗΝ: [952, 326, 1234, 340]
- article: [323, 14, 623, 75]
- lottery-number: 57364: [669, 804, 694, 813]
- headline: ΣΗΜΑΝΤΙΚΑΙ ΕΙΣΑΓΩΓΑΙ ΜΗΧΑΝΗΜΑΤΩΝ: [960, 439, 1225, 454]
- article: [323, 237, 623, 278]
- prize-line: Ὁ ἀριθμὸς 11662 κερδίζει 100.000 δρχ.: [637, 664, 740, 672]
- subheading: ΔΥΟ ΝΕΚΡΟΙ ΕΙΣ ΤΑΣ ΣΕΡΡΑΣ: [1321, 345, 1486, 357]
- lottery-number: 28934: [758, 742, 782, 752]
- article: [323, 661, 623, 693]
- headline: ΠΛΑΤΕΙΑ ΒΕΝΙΖΕΛΟΥ ΕΙΣ ΤΗΝ ΚΑΒΑΛΑΝ: [344, 566, 603, 581]
- article: [951, 14, 1235, 67]
- article: [323, 501, 623, 554]
- headline: ΑΙ ΟΡΓΑΝΩΣΕΙΣ ΤΟΥ ΑΓΡΟΤΙΚΟΥ ΜΑΣ ΚΟΣΜΟΥ ΖΗΤΟΥΝ ΤΟΠΟΘΕΤΗΣΙΝ ΤΟΥ Κ. ΒΑΣΜΑΤΖΙΔΗ ΩΣ ΔΙΟΙΚΗΤΟΥ ΤΗΣ ΑΓΡΟΤΙΚΗΣ ΤΡΑΠΕΖΗΣ: [17, 178, 303, 262]
- article: [10, 884, 310, 984]
- article: [637, 612, 937, 821]
- lottery-number: 68295: [728, 804, 753, 813]
- article: [1249, 14, 1558, 165]
- lottery-number: 19357: [669, 786, 694, 796]
- article: [323, 90, 623, 222]
- headline: Η ΕΚΒΙΟΜΗΧΑΝΙΣΙΣ ΘΑ ΑΠΑΙΤΗΣΗ ΛΗΨΙΝ ΜΕΤΡΩΝ ΠΡΟΣ ΠΡΟΛΗΨΙΝ ΤΩΝ ΕΡΓΑΤΙΚΩΝ ΑΤΥΧΗΜΑΤΩΝ: [639, 501, 935, 552]
- lottery-row: [637, 725, 755, 734]
- article-body: ΑΘΗΝΑΙ, 2.— Ἐκ μέρους τῶν γεωργικῶν συνεταιριστικῶν ὀργανώσεων τῆς χώρας ἀπεστάλη τηλεγράφημα πρὸς τὸν κ. πρωθυπουργὸν διὰ τοῦ ὁποίου ζητεῖται ἡ τοποθέτησις εἰς τὴν θέσιν τοῦ διοικητοῦ τῆς ΑΤΕ τοῦ κ. Χρ. Βασματζίδη, ὁ ὁποῖος ὡς γνωστὸν ὑπηρέτησεν ἐπὶ μακρὸν εἰς τὴν Τράπεζαν. Τηλεγραφήματα μὲ τὸ αὐτὸ περιεχόμενον ἀπέστειλαν καὶ αἱ Ἑνώσεις Γεωργικῶν Συνεταιρισμῶν Θεσσαλονίκης, Σερρῶν, Δράμας, Καβάλας καὶ Κιλκὶς, ὡς καὶ ἡ Πανελλήνιος Συνομοσπονδία Ἑνώσεων Γεωργικῶν Συνεταιρισμῶν.: [10, 264, 310, 314]
- headline: ΑΙ ΑΚΡΟΑΣΕΙΣ ΤΟΥ ΔΙΑΔΟΧΟΥ: [996, 661, 1190, 675]
- column-rule: [629, 14, 630, 2338]
- article: [951, 269, 1235, 314]
- article-body: ΣΕΡΡΑΙ, 2.— Εἰς τὴν θέσιν Χαμουδίου τῆς περιοχῆς Κερκίνης ἀνετράπη γεωργικὸς ἐλκυστὴρ μὲ ἀποτέλεσμα νὰ εὕρουν τὸν θάνατον δύο γεωργοί.: [1249, 361, 1558, 377]
- lottery-numbers-table: [637, 681, 696, 699]
- headline: 302.25 ΔΡΧ. Η ΧΡΥΣΗ ΛΙΡΑ ΕΙΣ ΤΗΝ ΘΕΣΣΑΛΟΝΙΚΗΝ ΚΑΙ 301 ΔΡΧ. ΕΙΣ ΑΘΗΝΑΣ: [335, 88, 612, 115]
- price-row: [413, 164, 533, 172]
- article-body: Ἀντιπροσωπεία τοῦ σωματείου τῶν ἐργατῶν λιμένος ἐπεσκέφθη τὸν πρόεδρον τοῦ Ἐργατικοῦ Κέντρου καὶ ἐζήτησε τὴν ἐπανεγγραφὴν τοῦ σωματείου.: [323, 734, 623, 751]
- article-body: Ἀφίχθη χθὲς εἰς τὴν πόλιν μας ὁ βουλευτὴς κ. Ἰντζὲς, ὁ ὁποῖος θὰ παραμείνῃ ἐπὶ τριήμερον.: [323, 781, 563, 789]
- article-body: Εἰς τὴν αἴθουσαν τοῦ Βιοτεχνικοῦ Ἐπιμελητηρίου Θεσσαλονίκης συνῆλθεν ἡ γενικὴ συνέλευσις τῶν ἀντιπροσώπων τῶν βιοτεχνικῶν ὀργανώσεων τῆς Μακεδονίας. Συνεζητήθησαν τὰ θέματα τῆς πιστοδοτήσεως τῆς βιοτεχνίας, τῆς φορολογίας καὶ τῆς ἀσφαλίσεως τῶν βιοτεχνῶν. Ἀπεφασίσθη ἡ ὑποβολὴ ὑπομνήματος πρὸς τὴν κυβέρνησιν διὰ τὴν λῆψιν μέτρων ὑπὲρ τῆς βιοτεχνικῆς τάξεως τῆς Βορείου Ἑλλάδος.: [10, 641, 310, 682]
- lottery-number: 94372: [758, 759, 782, 769]
- lottery-row: [637, 752, 784, 760]
- lottery-number: 39293: [640, 795, 664, 805]
- subheading: ΔΥΟ ΠΑΡΑΒΑΤΑΙ ΟΔΗΓΟΙ: [1333, 378, 1474, 390]
- lottery-numbers-table: [637, 743, 784, 769]
- article: [10, 589, 310, 683]
- subheading: ΑΠΟ ΤΗΝ ΦΛΩΡΙΝΑΝ: [101, 918, 219, 930]
- lottery-number: 14836: [640, 786, 664, 796]
- article-body: ΑΘΗΝΑΙ, 2.— Ὁ ἀρχηγὸς τῆς ΕΡΕ κ. Π. Κανελλόπουλος προέβη εἰς τὰς ἀκολούθους δηλώσεις ἐπὶ τοῦ Κυπριακοῦ: «Ἡ στάσις τοῦ κ. Παπανδρέου εἰς τὸ Κυπριακὸν ζήτημα, ὅπως διεμορφώθη κατὰ τὰς τελευταίας ἡμέρας, εἶναι ὀρθή. Ἡ κυβέρνησις ὀφείλει νὰ ὑποστηρίξῃ τὸν κυπριακὸν λαὸν εἰς τὸν ἀγῶνα του διὰ τὴν ἐξασφάλισιν τῶν δικαιωμάτων του. Πιστεύω ὅμως ὅτι αἱ συμφωνίαι τῆς Ζυρίχης καὶ τοῦ Λονδίνου ἀποτελοῦν βάσιν διὰ τὴν εἰρηνικὴν διευθέτησιν τοῦ ζητήματος, καὶ δὲν πρέπει νὰ ἐγκαταλειφθοῦν πρὶν ἐξασφαλισθῇ μία ἄλλη λύσις ἀποδεκτὴ ἀπὸ ὅλα τὰ ἐνδιαφερόμενα μέρη. Ἡ ἀντιπολίτευσις θὰ συμπαρασταθῇ εἰς κάθε προσπάθειαν τῆς κυβερνήσεως διὰ τὴν ἐπίλυσιν τοῦ προβλήματος ἐντὸς τῶν πλαισίων τῆς ἐθνικῆς ὁμοψυχίας».: [637, 116, 937, 182]
- article: [1249, 179, 1558, 436]
- subheading: ΝΕΚΡΟΣ ΚΑΙ ΕΙΣ ΣΕΡΡΑΣ: [1335, 279, 1472, 291]
- article: [323, 707, 623, 752]
- column-2: [323, 12, 623, 2340]
- article-body: ΑΘΗΝΑΙ, 2.— Τὸ Ὁρκωτὸν Κακουργιοδικεῖον Ἀθηνῶν κατεδίκασεν εἰς ἰσόβια δεσμὰ τὸν Ἀ. Μαρκόπουλον διὰ τὴν δολοφονίαν τοῦ ὁμογενοῦς ἐξ Ἀμερικῆς Γ. Κωστοπούλου. Τὸ δικαστήριον ἀπεδέχθη τὴν ἐνοχὴν τοῦ κατηγορουμένου.: [951, 401, 1235, 425]
- article-body: ΚΑΒΑΛΑ, 2.— Τὸ δημοτικὸν συμβούλιον ἀπεφάσισε νὰ δώσῃ τὸ ὄνομα τοῦ ἀειμνήστου Σοφ. Βενιζέλου εἰς τὴν κεντρικὴν πλατεῖαν τῆς πόλεως.: [323, 583, 623, 600]
- lottery-number: 43046: [699, 795, 723, 805]
- lottery-number: 11245: [640, 707, 664, 716]
- article-body: ΑΘΗΝΑΙ, 2.— Τὸ Ὑπουργεῖον Γεωργίας ἀπεφάσισε τὴν δωρεὰν διανομὴν φαρμάκων κατὰ τοῦ περονοσπόρου εἰς τοὺς καπνοπαραγωγοὺς τῶν περιοχῶν αἱ ὁποῖαι ἐπλήγησαν.: [951, 514, 1235, 530]
- headline: ΤΑ ΑΙΤΗΜΑΤΑ ΤΗΣ ΠΑΜΜΥΛΕΡΓΑΤ.ΚΗΣ ΕΝΩΣΕΩΣ: [1272, 832, 1535, 867]
- headline: Ο ΕΜΠΟΡΙΚΟΣ ΣΥΛΛΟΓΟΣ ΕΙΣ ΤΗΝ ΟΛΙΚΗΝ ΣΥΝΑΞΙΝ ΜΑΚΕΔΟΝΙΑΣ — ΗΠΕΙΡΟΥ: [335, 432, 612, 460]
- article-body: ΛΟΝΔΙΝΟΝ, 2. (Ρώυτερ).— Διὰ πρώτην φορὰν εἰς τὴν ἱστορίαν τῆς Ἐκκλησίας, ἀντιπρόσωπος τοῦ Πάπα θὰ παραστῇ εἰς τὴν ἐνθρόνισιν ὀρθοδόξου ἐπισκόπου, ἡ ὁποία θὰ λάβῃ χώραν εἰς τὸ Λονδῖνον. Τὸν Πάπαν θὰ ἐκπροσωπήσῃ ὁ ἀποστολικὸς ἀντιπρόσωπος εἰς τὴν Βρεταννίαν.: [951, 163, 1235, 187]
- lottery-number: 42098: [640, 751, 664, 760]
- article-body: Τὴν πρωΐαν τῆς χθὲς ἀνευρέθη νεκρὸς εἰς τὴν ὕπαιθρον ὁ Σ. Μαυρίδης, ἐτῶν 65.: [1249, 427, 1458, 435]
- lottery-number: 43275: [640, 690, 664, 700]
- lottery-number: 24217: [728, 742, 753, 752]
- article-body: Ἐκ μέρους τοῦ διευθυντοῦ τοῦ κ. Ε. Κοτζίνη διευκρινίζεται ὅτι τὸ δημοσιευθὲν χθὲς περὶ τροχαίου ἀτυχήματος ἀφορᾷ ἄλλο πρόσωπον.: [1249, 327, 1558, 344]
- article-body: ΑΘΗΝΑΙ, 2.— Ὁ Διάδοχος ἐδέχθη σήμερον εἰς ἀκρόασιν τὸν πρόεδρον τῆς Γ.Σ.Ε.Ε. καὶ ἀντιπροσωπείαν τῆς Ὁμοσπονδίας Βιομηχάνων.: [951, 677, 1235, 694]
- article: [637, 353, 937, 488]
- article-body: Αἱ τιμαὶ τῶν χρυσῶν νομισμάτων εἰς τὸ χρηματιστήριον Θεσσαλονίκης, εἶχον χθὲς ὡς ἑξῆς:: [323, 118, 563, 125]
- headline: Ο ΖΑΧΑΡΟΠΛΑΣΤΗΣ ΑΘΑΝ. ΛΙΓΔΑΣ ΚΑΤΕΚΑΗ ΝΕΚΡΟΣ: [328, 366, 618, 392]
- headline: ΕΝΤΟΣ ΤΗΣ ΕΒΔΟΜΑΔΟΣ ΘΑ ΑΝΑΚΟΙΝΩΘΟΥΝ ΑΙ ΑΠΟΦΑΣΕΙΣ ΤΗΣ ΚΥΒΕΡΝΗΣΕΩΣ ΔΙΑ ΤΗΝ ΑΓΟΡΑΝ ΚΑΙ ΤΑΣ ΤΙΜΑΣ ΤΩΝ ΚΑΠΝΩΝ: [650, 352, 924, 434]
